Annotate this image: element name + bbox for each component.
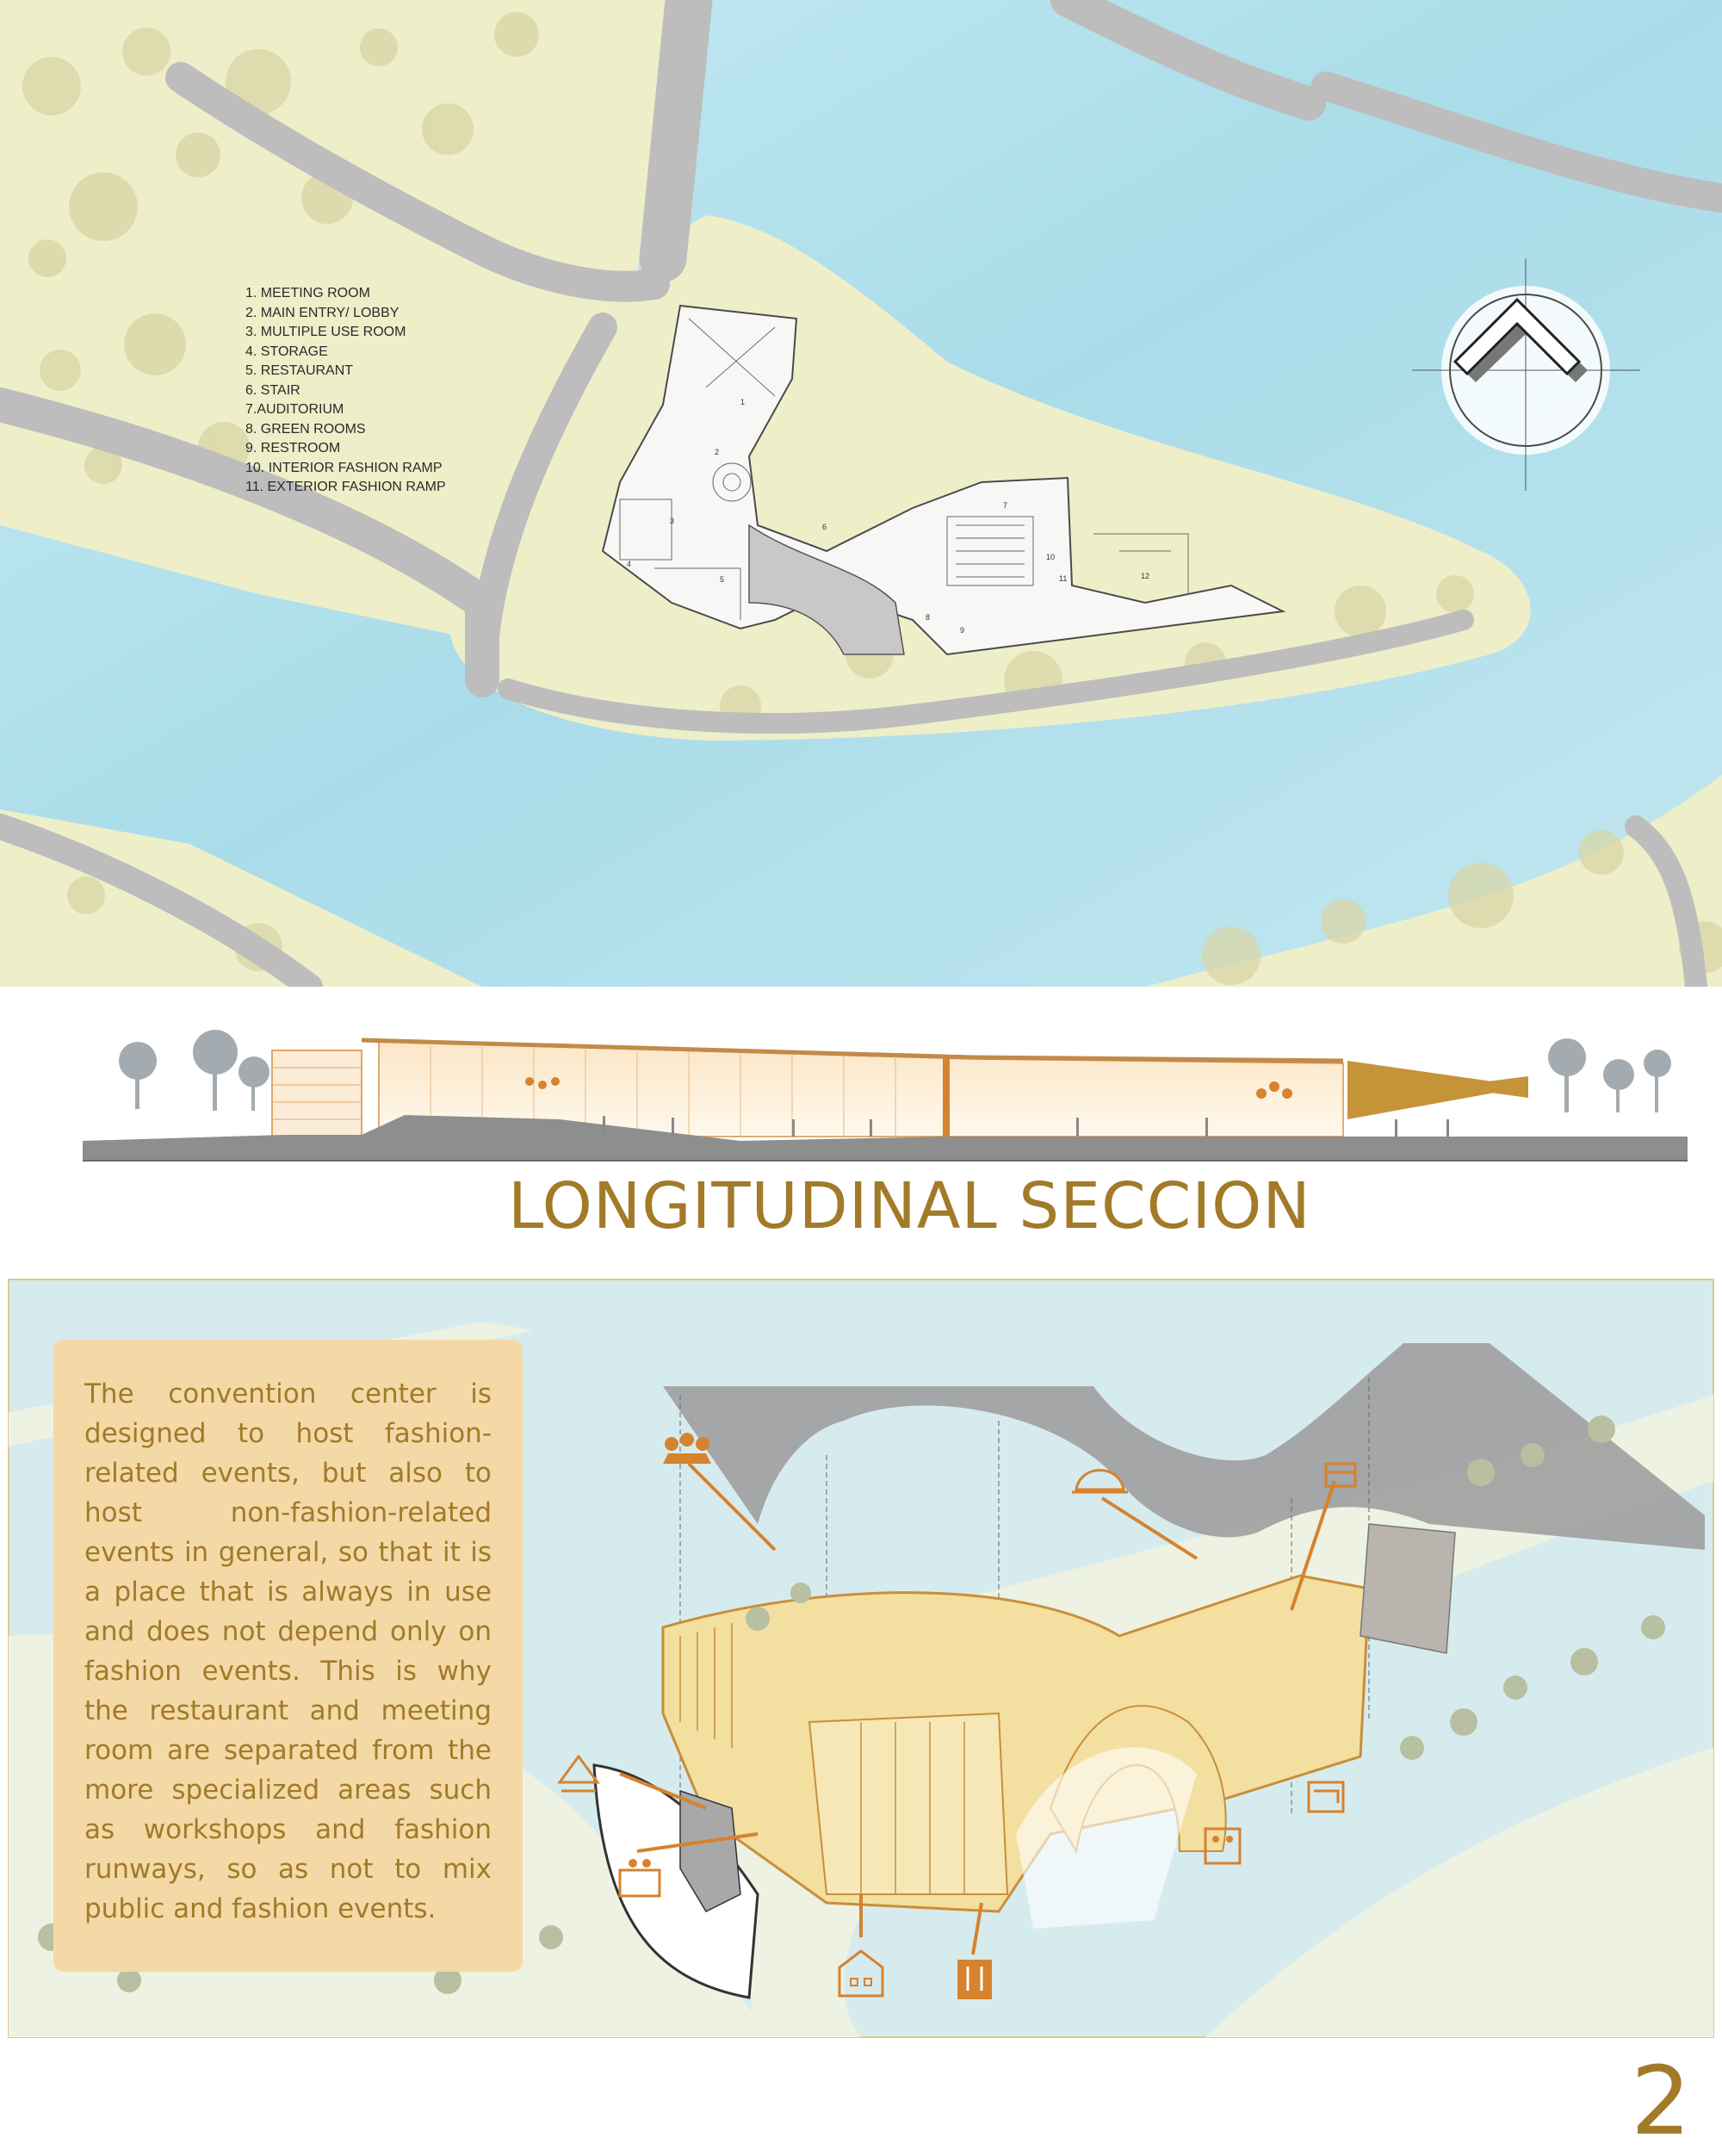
- room-number-12: 12: [1141, 572, 1150, 580]
- room-number-8: 8: [926, 613, 931, 622]
- legend-item: 7.AUDITORIUM: [245, 402, 344, 417]
- legend-item: 11. EXTERIOR FASHION RAMP: [245, 480, 446, 494]
- room-number-1: 1: [740, 398, 746, 406]
- longitudinal-section: [0, 987, 1722, 1162]
- description-text: The convention center is designed to host fashion-related events, but also to host non-fashion-related events in general, so that it is a place that is always in use and does not depend only on fashion events. This is why the restaurant and meeting room are separated from the more specialized areas such as workshops and fashion runways, so as not to mix public and fashion events.: [84, 1378, 492, 1924]
- room-number-3: 3: [670, 517, 675, 525]
- legend-item: 4. STORAGE: [245, 344, 328, 359]
- legend-item: 2. MAIN ENTRY/ LOBBY: [245, 305, 400, 320]
- legend-item: 3. MULTIPLE USE ROOM: [245, 325, 406, 339]
- room-number-7: 7: [1003, 501, 1008, 510]
- room-number-10: 10: [1046, 553, 1056, 561]
- plan-legend: [245, 284, 446, 498]
- description-box: [53, 1340, 523, 1972]
- legend-item: 10. INTERIOR FASHION RAMP: [245, 460, 443, 475]
- section-title: LONGITUDINAL SECCION: [508, 1169, 1311, 1243]
- room-number-4: 4: [627, 560, 632, 568]
- room-number-9: 9: [960, 626, 965, 635]
- page-number: 2: [1631, 2046, 1691, 2156]
- section-tower: [272, 1050, 362, 1137]
- room-number-11: 11: [1059, 574, 1068, 583]
- legend-item: 8. GREEN ROOMS: [245, 421, 366, 437]
- legend-item: 1. MEETING ROOM: [245, 286, 370, 300]
- legend-item: 6. STAIR: [245, 382, 300, 398]
- restaurant-icon: [957, 1960, 992, 1999]
- room-number-5: 5: [720, 575, 725, 584]
- legend-item: 5. RESTAURANT: [245, 363, 354, 378]
- room-number-2: 2: [715, 448, 720, 456]
- legend-item: 9. RESTROOM: [245, 441, 341, 455]
- room-number-6: 6: [822, 523, 827, 531]
